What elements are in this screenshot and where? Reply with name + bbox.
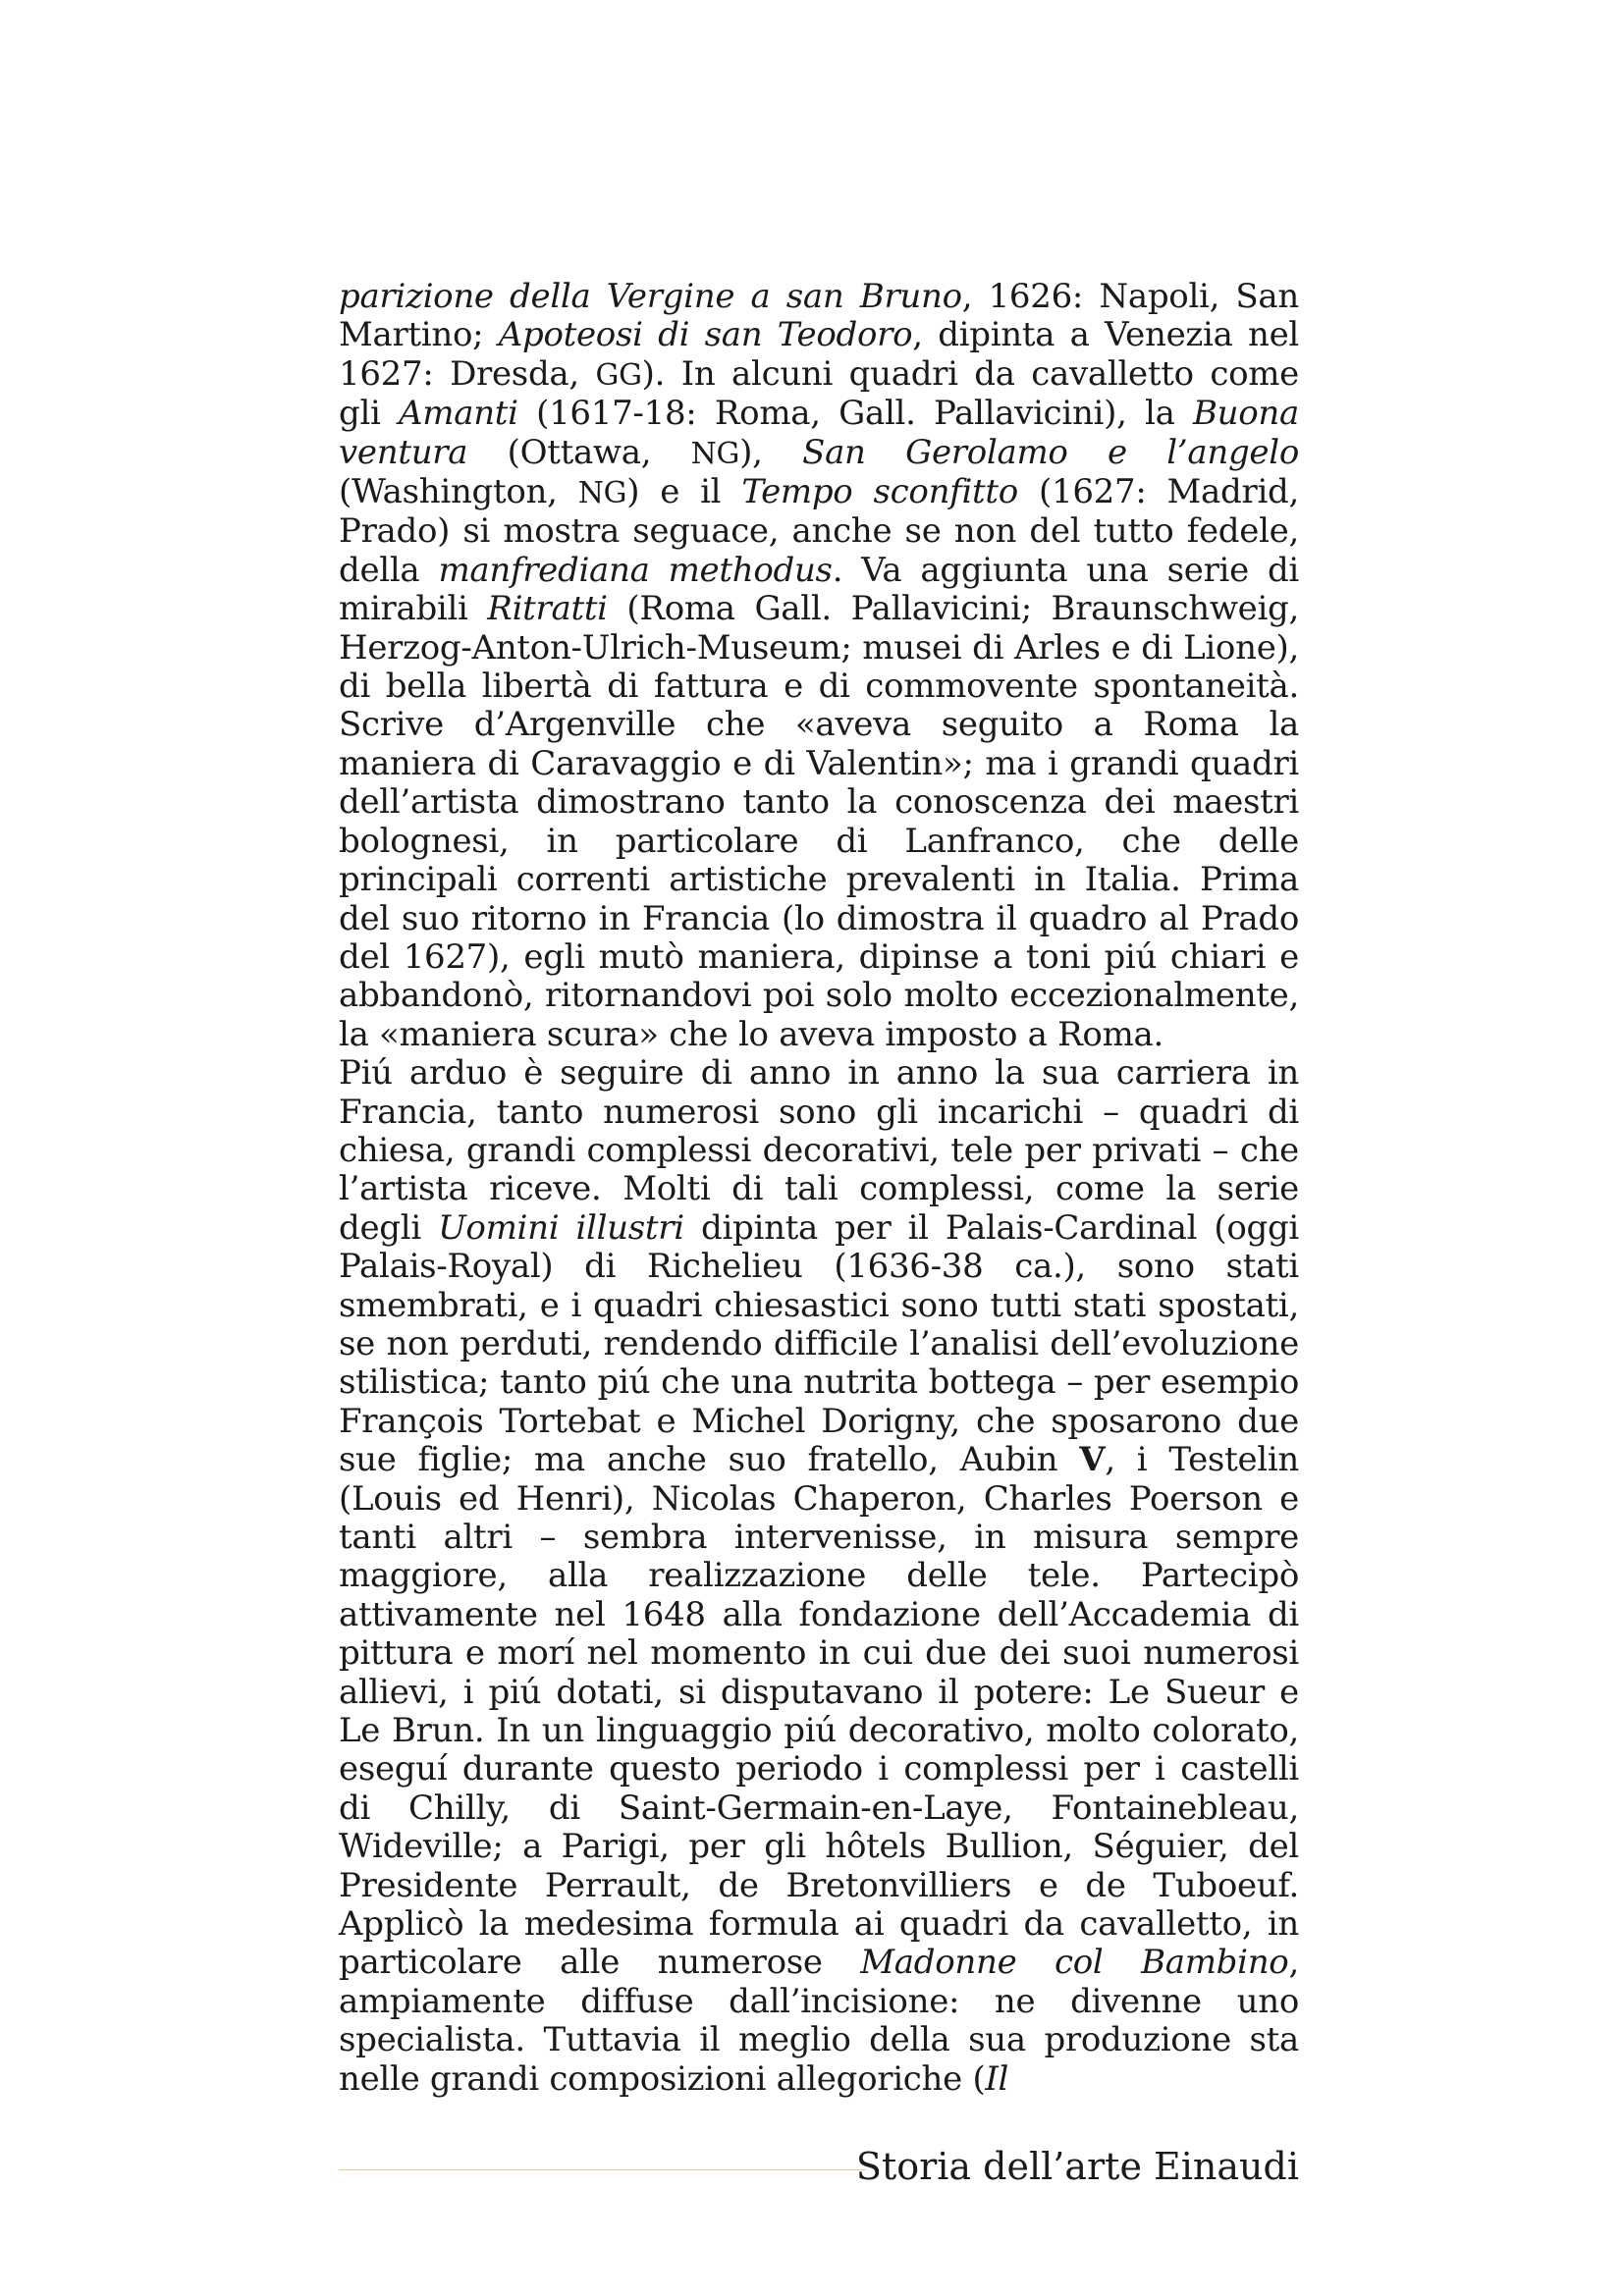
small-caps-run: NG (690, 436, 740, 471)
text-run: (Roma Gall. Pallavicini; Braunschweig, Herzog-Anton-Ulrich-Museum; musei di Arles e di Lione), di bella libertà di fattura e di commovente spontaneità. Scrive d’Argenville che «aveva seguito a Roma la maniera di Caravaggio e di Valentin»; ma i grandi quadri dell’artista dimostrano tanto la conoscenza dei maestri bolognesi, in particolare di Lanfranco, che delle principali correnti artistiche prevalenti in Italia. Prima del suo ritorno in Francia (lo dimostra il quadro al Prado del 1627), egli mutò maniera, dipinse a toni piú chiari e abbandonò, ritornandovi poi solo molto eccezionalmente, la «maniera scura» che lo aveva imposto a Roma. (339, 589, 1299, 1054)
italic-run: Amanti (399, 394, 518, 434)
italic-run: manfrediana methodus (438, 550, 833, 590)
text-run: , 1626: Napoli, San Martino; (339, 277, 1299, 355)
text-run: Piú arduo è seguire di anno in anno la sua carriera in Francia, tanto numerosi sono gli incarichi – quadri di chiesa, grandi complessi decorativi, tele per privati – che l’artista riceve. Molti di tali complessi, come la serie degli (339, 1053, 1299, 1248)
italic-run: Apoteosi di san Teodoro (498, 315, 913, 355)
text-run: ). In alcuni quadri da cavalletto come gli (339, 353, 1300, 434)
small-caps-run: NG (577, 476, 627, 511)
text-run: (Ottawa, (467, 432, 691, 472)
italic-run: San Gerolamo e l’angelo (802, 432, 1299, 472)
text-run: , i Testelin (Louis ed Henri), Nicolas Chaperon, Charles Poerson e tanti altri – sembra intervenisse, in misura sempre maggiore, alla realizzazione delle tele. Partecipò attivamente nel 1648 alla fondazione dell’Accademia di pittura e morí nel momento in cui due dei suoi numerosi allievi, i piú dotati, si disputavano il potere: Le Sueur e Le Brun. In un linguaggio piú decorativo, molto colorato, eseguí durante questo periodo i complessi per i castelli di Chilly, di Saint-Germain-en-Laye, Fontainebleau, Wideville; a Parigi, per gli hôtels Bullion, Séguier, del Presidente Perrault, de Bretonvilliers e de Tuboeuf. Applicò la medesima formula ai quadri da cavalletto, in particolare alle numerose (339, 1440, 1300, 1983)
footer-rule (339, 2169, 866, 2170)
paragraph-2 (339, 1054, 1299, 2099)
text-run: , ampiamente diffuse dall’incisione: ne divenne uno specialista. Tuttavia il meglio della sua produzione sta nelle grandi composizioni allegoriche ( (339, 1943, 1299, 2099)
text-run: , dipinta a Venezia nel 1627: Dresda, (339, 315, 1299, 394)
italic-run: Tempo sconfitto (741, 472, 1018, 512)
body-text (339, 278, 1299, 2099)
text-run: (Washington, (339, 472, 578, 512)
paragraph-1 (339, 278, 1299, 1054)
text-run: ), (739, 432, 803, 472)
footer-title: Storia dell’arte Einaudi (855, 2145, 1299, 2188)
italic-run: Uomini illustri (438, 1207, 684, 1248)
italic-run: parizione della Vergine a san Bruno (339, 277, 962, 316)
italic-run: Ritratti (487, 589, 608, 629)
italic-run: Il (985, 2058, 1009, 2099)
small-caps-run: GG (595, 357, 642, 393)
text-run: ) e il (626, 472, 742, 512)
italic-run: Buona ventura (339, 394, 1299, 472)
text-run: dipinta per il Palais-Cardinal (oggi Palais-Royal) di Richelieu (1636-38 ca.), sono stati smembrati, e i quadri chiesastici sono tutti stati spostati, se non perduti, rendendo difficile l’analisi dell’evoluzione stilistica; tanto piú che una nutrita bottega – per esempio François Tortebat e Michel Dorigny, che sposarono due sue figlie; ma anche suo fratello, Aubin (339, 1207, 1300, 1480)
text-run: . Va aggiunta una serie di mirabili (339, 550, 1299, 629)
text-run: (1617-18: Roma, Gall. Pallavicini), la (517, 394, 1193, 434)
italic-run: Madonne col Bambino (860, 1943, 1289, 1983)
text-run: (1627: Madrid, Prado) si mostra seguace, anche se non del tutto fedele, della (339, 472, 1299, 590)
bold-run: V (1079, 1440, 1106, 1480)
